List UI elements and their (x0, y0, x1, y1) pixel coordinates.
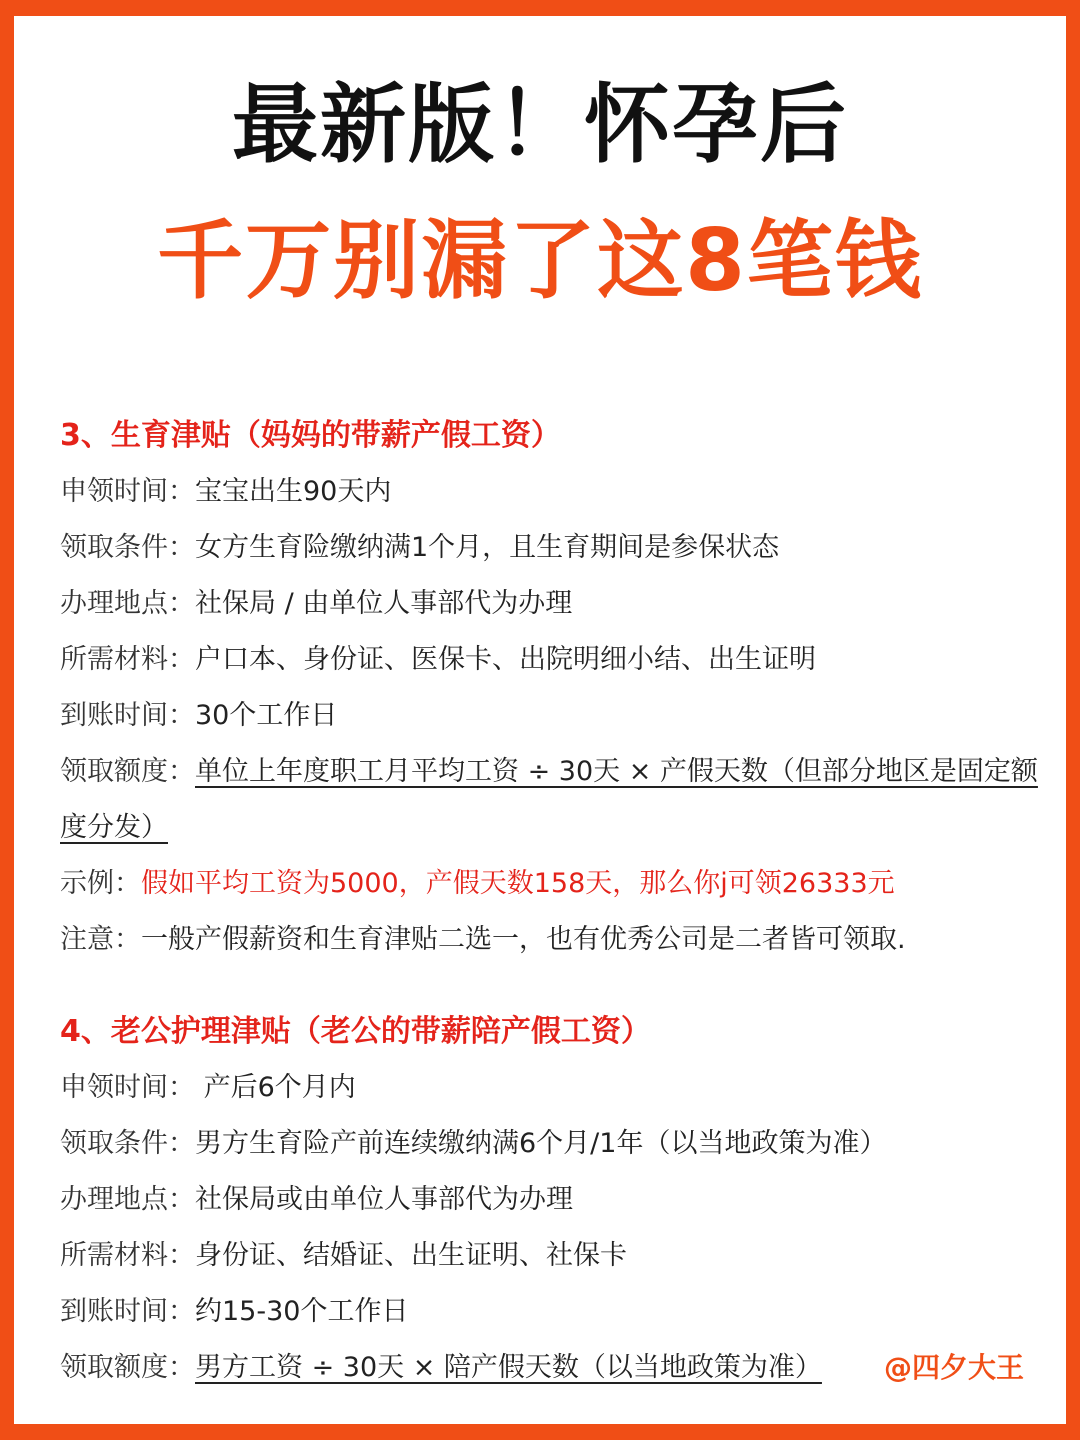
row-label: 到账时间： (60, 700, 195, 731)
row-label: 所需材料： (60, 1240, 195, 1271)
row-value: 一般产假薪资和生育津贴二选一，也有优秀公司是二者皆可领取. (141, 924, 906, 955)
info-row-amount (60, 744, 1040, 856)
info-row-arrival-time (60, 688, 1040, 744)
info-row-conditions (60, 1116, 1040, 1172)
section-paternity-allowance (60, 1004, 1040, 1396)
section-maternity-allowance (60, 408, 1040, 968)
info-row-materials (60, 632, 1040, 688)
row-value: 产后6个月内 (195, 1072, 356, 1103)
row-label: 到账时间： (60, 1296, 195, 1327)
section-title: 3、生育津贴（妈妈的带薪产假工资） (60, 418, 561, 453)
row-value: 男方生育险产前连续缴纳满6个月/1年（以当地政策为准） (195, 1128, 887, 1159)
row-value: 男方工资 ÷ 30天 × 陪产假天数（以当地政策为准） (195, 1352, 822, 1383)
row-value: 社保局 / 由单位人事部代为办理 (195, 588, 573, 619)
row-value: 假如平均工资为5000，产假天数158天，那么你j可领26333元 (141, 868, 895, 899)
info-row-location (60, 1172, 1040, 1228)
row-label: 办理地点： (60, 588, 195, 619)
row-label: 领取条件： (60, 532, 195, 563)
info-row-apply-time (60, 464, 1040, 520)
row-label: 注意： (60, 924, 141, 955)
info-row-materials (60, 1228, 1040, 1284)
row-value: 约15-30个工作日 (195, 1296, 409, 1327)
info-row-example (60, 856, 1040, 912)
info-row-apply-time (60, 1060, 1040, 1116)
info-row-location (60, 576, 1040, 632)
row-label: 领取额度： (60, 756, 195, 787)
row-label: 申领时间： (60, 476, 195, 507)
row-value: 身份证、结婚证、出生证明、社保卡 (195, 1240, 627, 1271)
row-value: 单位上年度职工月平均工资 ÷ 30天 × 产假天数（但部分地区是固定额度分发） (60, 756, 1038, 843)
row-value: 30个工作日 (195, 700, 338, 731)
headline-line-2: 千万别漏了这8笔钱 (157, 211, 923, 311)
row-value: 女方生育险缴纳满1个月，且生育期间是参保状态 (195, 532, 780, 563)
info-row-arrival-time (60, 1284, 1040, 1340)
row-value: 户口本、身份证、医保卡、出院明细小结、出生证明 (195, 644, 816, 675)
info-row-conditions (60, 520, 1040, 576)
row-value: 宝宝出生90天内 (195, 476, 392, 507)
row-label: 办理地点： (60, 1184, 195, 1215)
section-title: 4、老公护理津贴（老公的带薪陪产假工资） (60, 1014, 651, 1049)
author-watermark: @四夕大王 (883, 1351, 1024, 1384)
row-label: 申领时间： (60, 1072, 195, 1103)
headline-line-1: 最新版！怀孕后 (232, 75, 848, 175)
poster-card (14, 16, 1066, 1424)
row-value: 社保局或由单位人事部代为办理 (195, 1184, 573, 1215)
row-label: 领取额度： (60, 1352, 195, 1383)
row-label: 示例： (60, 868, 141, 899)
row-label: 所需材料： (60, 644, 195, 675)
row-label: 领取条件： (60, 1128, 195, 1159)
info-row-note (60, 912, 1040, 968)
